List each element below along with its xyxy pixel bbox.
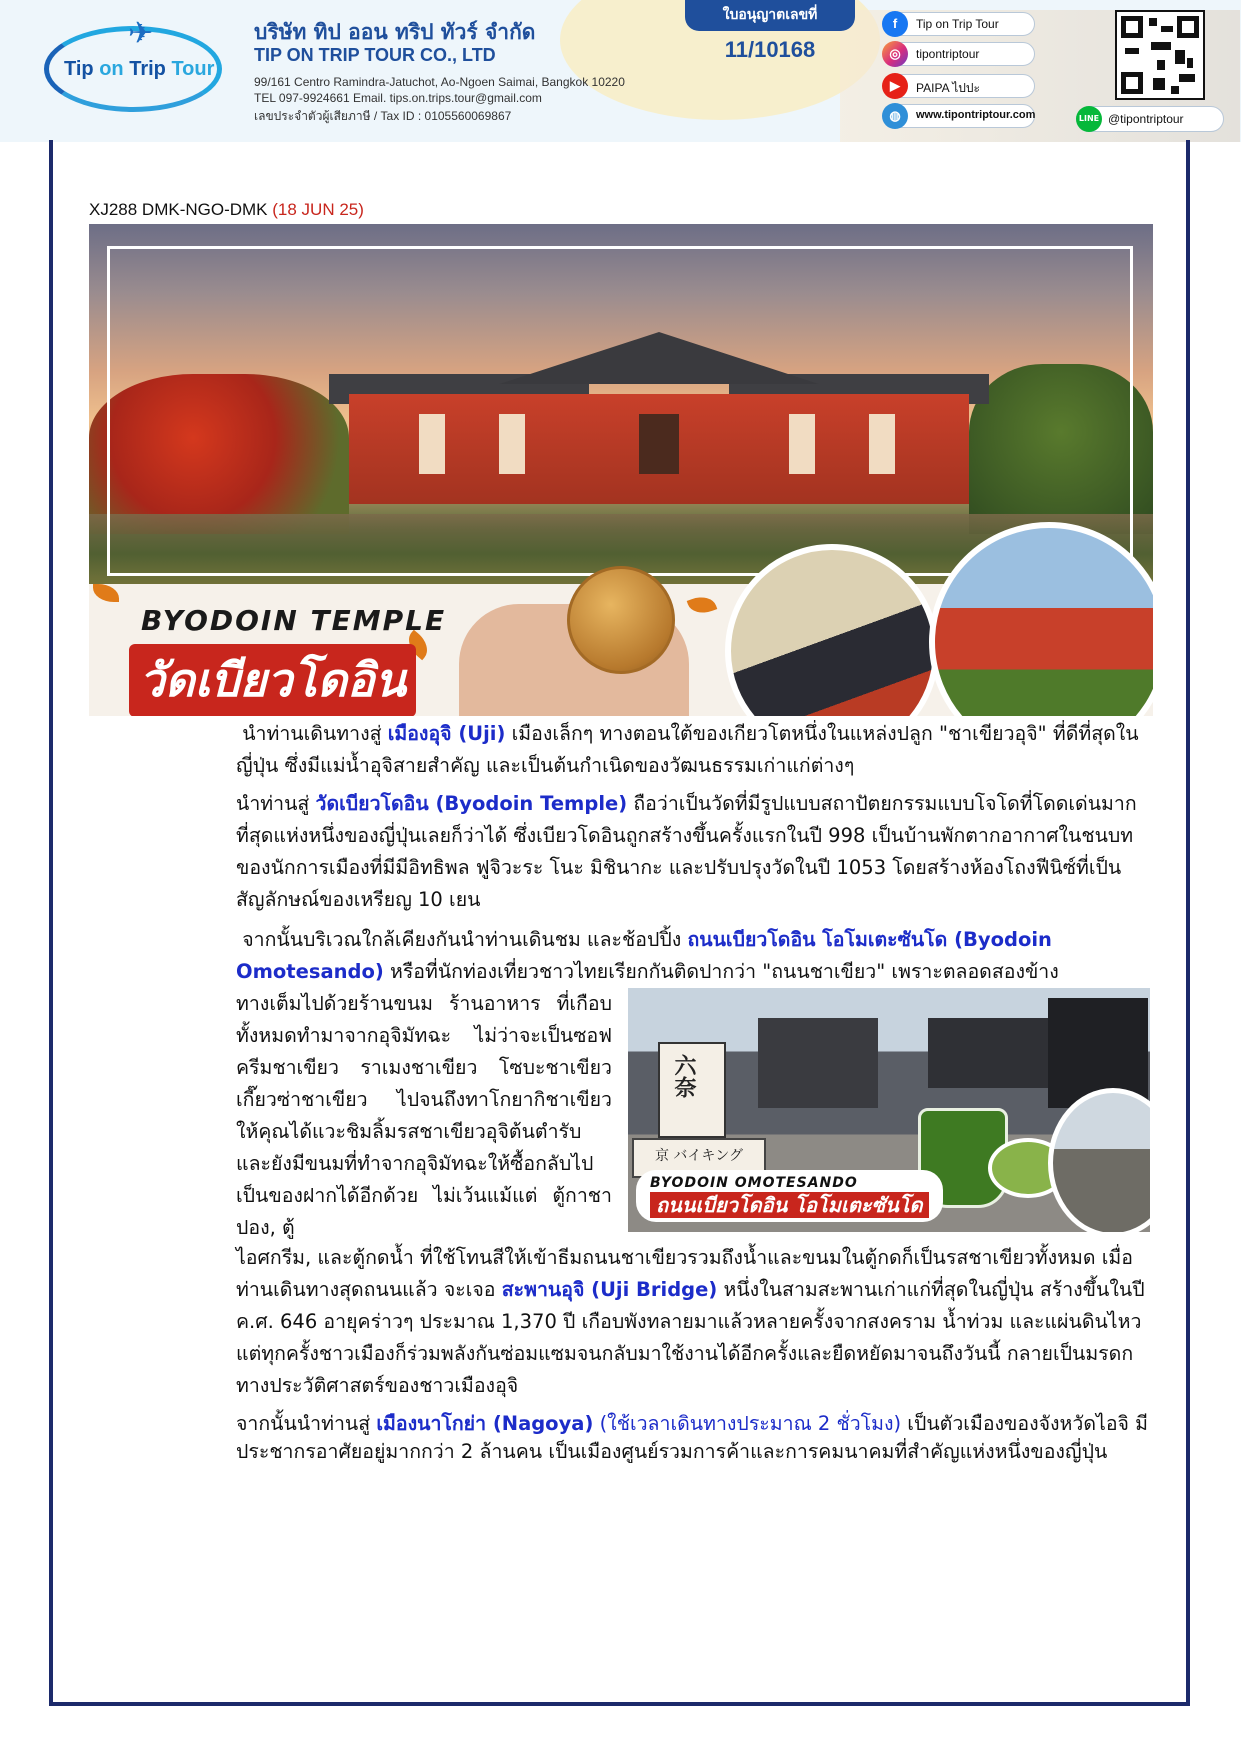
highlight-uji-bridge: สะพานอุจิ (Uji Bridge) <box>501 1278 718 1301</box>
tour-code <box>89 200 364 220</box>
highlight-nagoya: เมืองนาโกย่า (Nagoya) <box>376 1412 594 1435</box>
facebook-icon: f <box>882 11 908 37</box>
web-icon: ◍ <box>882 103 908 129</box>
banner-title-thai: วัดเบียวโดอิน <box>129 644 416 716</box>
tour-route: XJ288 DMK-NGO-DMK <box>89 200 268 219</box>
license-label: ใบอนุญาตเลขที่ <box>685 0 855 31</box>
shop-sign <box>658 1042 726 1138</box>
qr-module <box>1149 18 1157 26</box>
text: จากนั้นบริเวณใกล้เคียงกันนำท่านเดินชม และช้อปปิ้ง <box>242 928 688 951</box>
text: ถือว่าเป็นวัดที่มีรูปแบบสถาปัตยกรรมแบบโจโดที่โดดเด่นมากที่สุดแห่งหนึ่งของญี่ปุ่นเลยก็ว่าได้ ซึ่งเบียวโดอินถูกสร้างขึ้นครั้งแรกในปี 998 เป็นบ้านพักตากอากาศในชนบทของนักการเมืองที่มีมีอิทธิพล ฟูจิวะระ โนะ มิชินากะ และปรับปรุงวัดในปี 1053 โดยสร้างห้องโถงฟีนิซ์ที่เป็นสัญลักษณ์ของเหรียญ 10 เยน <box>236 792 1137 911</box>
paragraph-omotesando-intro <box>236 924 1153 988</box>
company-address: 99/161 Centro Ramindra-Jatuchot, Ao-Ngoen Saimai, Bangkok 10220 <box>254 75 625 89</box>
text: ทางเต็มไปด้วยร้านขนม ร้านอาหาร ที่เกือบทั้งหมดทำมาจากอุจิมัทฉะ ไม่ว่าจะเป็นซอฟครีมชาเขียว ราเมงชาเขียว โซบะชาเขียว เกี๊ยวซ่าชาเขียว ไปจนถึงทาโกยากิชาเขียว ให้คุณได้แวะชิมลิ้มรสชาเขียวอุจิต้นตำรับและยังมีขนมที่ทำจากอุจิมัทฉะให้ซื้อกลับไปเป็นของฝากได้อีกด้วย ไม่เว้นแม้แต่ ตู้กาชาปอง, ตู้ <box>236 992 612 1239</box>
text: ไอศกรีม, และตู้กดน้ำ ที่ใช้โทนสีให้เข้าธีมถนนชาเขียวรวมถึงน้ำและขนมในตู้กดก็เป็นรสชาเขียวทั้งหมด เมื่อท่านเดินทางสุดถนนแล้ว จะเจอ <box>236 1246 1133 1301</box>
qr-module <box>1157 60 1165 70</box>
facebook-link[interactable] <box>883 12 1035 36</box>
paragraph-omotesando-wrap <box>236 988 612 1244</box>
shop-front <box>928 1018 1068 1088</box>
company-logo[interactable] <box>44 16 224 116</box>
line-link[interactable] <box>1076 106 1224 132</box>
company-contact: TEL 097-9924661 Email. tips.on.trips.tour@gmail.com <box>254 91 542 105</box>
paragraph-nagoya <box>236 1410 1153 1466</box>
highlight-uji: เมืองอุจิ (Uji) <box>387 722 506 745</box>
license-box <box>685 0 855 68</box>
logo-word: Tour <box>171 58 215 80</box>
shop-front <box>758 1018 878 1108</box>
youtube-label: PAIPA ไปปะ <box>916 81 980 95</box>
text: หรือที่นักท่องเที่ยวชาวไทยเรียกกันติดปากว่า "ถนนชาเขียว" เพราะตลอดสองข้าง <box>383 960 1059 983</box>
shop-sign-text: 六奈 <box>671 1054 696 1098</box>
text: เมืองเล็กๆ ทางตอนใต้ของเกียวโตหนึ่งในแหล่งปลูก "ชาเขียวอุจิ" ที่ดีที่สุดในญี่ปุ่น ซึ่งมีแม่น้ำอุจิสายสำคัญ และเป็นต้นกำเนิดของวัฒนธรรมเก่าแก่ต่างๆ <box>236 722 1139 777</box>
tour-date: (18 JUN 25) <box>272 200 364 219</box>
qr-module <box>1161 26 1173 32</box>
street-photo-inset <box>1048 1088 1150 1232</box>
logo-word: Trip <box>129 58 166 80</box>
banner-frame <box>107 246 1133 576</box>
license-number: 11/10168 <box>724 37 816 62</box>
line-icon: LINE <box>1076 106 1102 132</box>
instagram-link[interactable] <box>883 42 1035 66</box>
instagram-label: tipontriptour <box>916 47 980 61</box>
company-name-english: TIP ON TRIP TOUR CO., LTD <box>254 45 496 65</box>
paragraph-byodoin <box>236 788 1153 916</box>
street-title-english: BYODOIN OMOTESANDO <box>650 1175 858 1191</box>
company-tax-id: เลขประจำตัวผู้เสียภาษี / Tax ID : 0105560069867 <box>254 109 512 123</box>
qr-module <box>1151 42 1171 50</box>
airplane-icon: ✈ <box>128 16 154 51</box>
facebook-label: Tip on Trip Tour <box>916 17 999 31</box>
paragraph-uji-bridge <box>236 1242 1153 1402</box>
qr-module <box>1187 58 1193 68</box>
youtube-link[interactable] <box>883 74 1035 98</box>
qr-code-icon[interactable] <box>1115 10 1205 100</box>
qr-module <box>1179 74 1195 82</box>
website-link[interactable] <box>883 104 1035 128</box>
text: หนึ่งในสามสะพานเก่าแก่ที่สุดในญี่ปุ่น สร้างขึ้นในปี ค.ศ. 646 อายุคร่าวๆ ประมาณ 1,370 ปี เกือบพังทลายมาแล้วหลายครั้งจากสงคราม น้ำท่วม และแผ่นดินไหว แต่ทุกครั้งชาวเมืองก็ร่วมพลังกันซ่อมแซมจนกลับมาใช้งานได้อีกครั้งและยืดหยัดมาจนถึงวันนี้ กลายเป็นมรดกทางประวัติศาสตร์ของชาวเมืองอุจิ <box>236 1278 1145 1397</box>
company-name-thai: บริษัท ทิป ออน ทริป ทัวร์ จำกัด <box>254 20 536 44</box>
qr-finder <box>1121 72 1143 94</box>
qr-finder <box>1121 16 1143 38</box>
highlight-byodoin: วัดเบียวโดอิน (Byodoin Temple) <box>315 792 628 815</box>
street-label <box>636 1170 943 1222</box>
byodoin-temple-banner <box>89 224 1153 716</box>
text: เป็นตัวเมืองของจังหวัดไอจิ มีประชากรอาศัยอยู่มากกว่า 2 ล้านคน เป็นเมืองศูนย์รวมการค้าและการคมนาคมที่สำคัญแห่งหนึ่งของญี่ปุ่น <box>236 1412 1149 1463</box>
paragraph-uji <box>236 718 1153 782</box>
text: จากนั้นนำท่านสู่ <box>236 1412 377 1435</box>
qr-module <box>1125 48 1139 54</box>
logo-word: Tip <box>64 58 94 80</box>
travel-time-note: (ใช้เวลาเดินทางประมาณ 2 ชั่วโมง) <box>593 1412 902 1435</box>
banner-title-english: BYODOIN TEMPLE <box>141 604 447 637</box>
instagram-icon: ◎ <box>882 41 908 67</box>
qr-module <box>1175 50 1185 64</box>
logo-text <box>64 58 214 81</box>
website-label: www.tipontriptour.com <box>916 109 1036 121</box>
highlight-omotesando: ถนนเบียวโดอิน โอโมเตะซันโด (Byodoin Omotesando) <box>236 928 1052 983</box>
logo-word: on <box>99 58 124 80</box>
text: นำท่านเดินทางสู่ <box>242 722 388 745</box>
letterhead <box>0 0 1241 142</box>
youtube-icon: ▶ <box>882 73 908 99</box>
ten-yen-coin <box>567 566 675 674</box>
text: นำท่านสู่ <box>236 792 316 815</box>
street-title-thai: ถนนเบียวโดอิน โอโมเตะซันโด <box>650 1192 929 1218</box>
shop-sign: 京 バイキング <box>632 1138 766 1178</box>
qr-module <box>1153 78 1165 90</box>
qr-module <box>1171 86 1179 94</box>
qr-finder <box>1177 16 1199 38</box>
line-label: @tipontriptour <box>1108 112 1184 126</box>
omotesando-street-photo <box>628 988 1150 1232</box>
